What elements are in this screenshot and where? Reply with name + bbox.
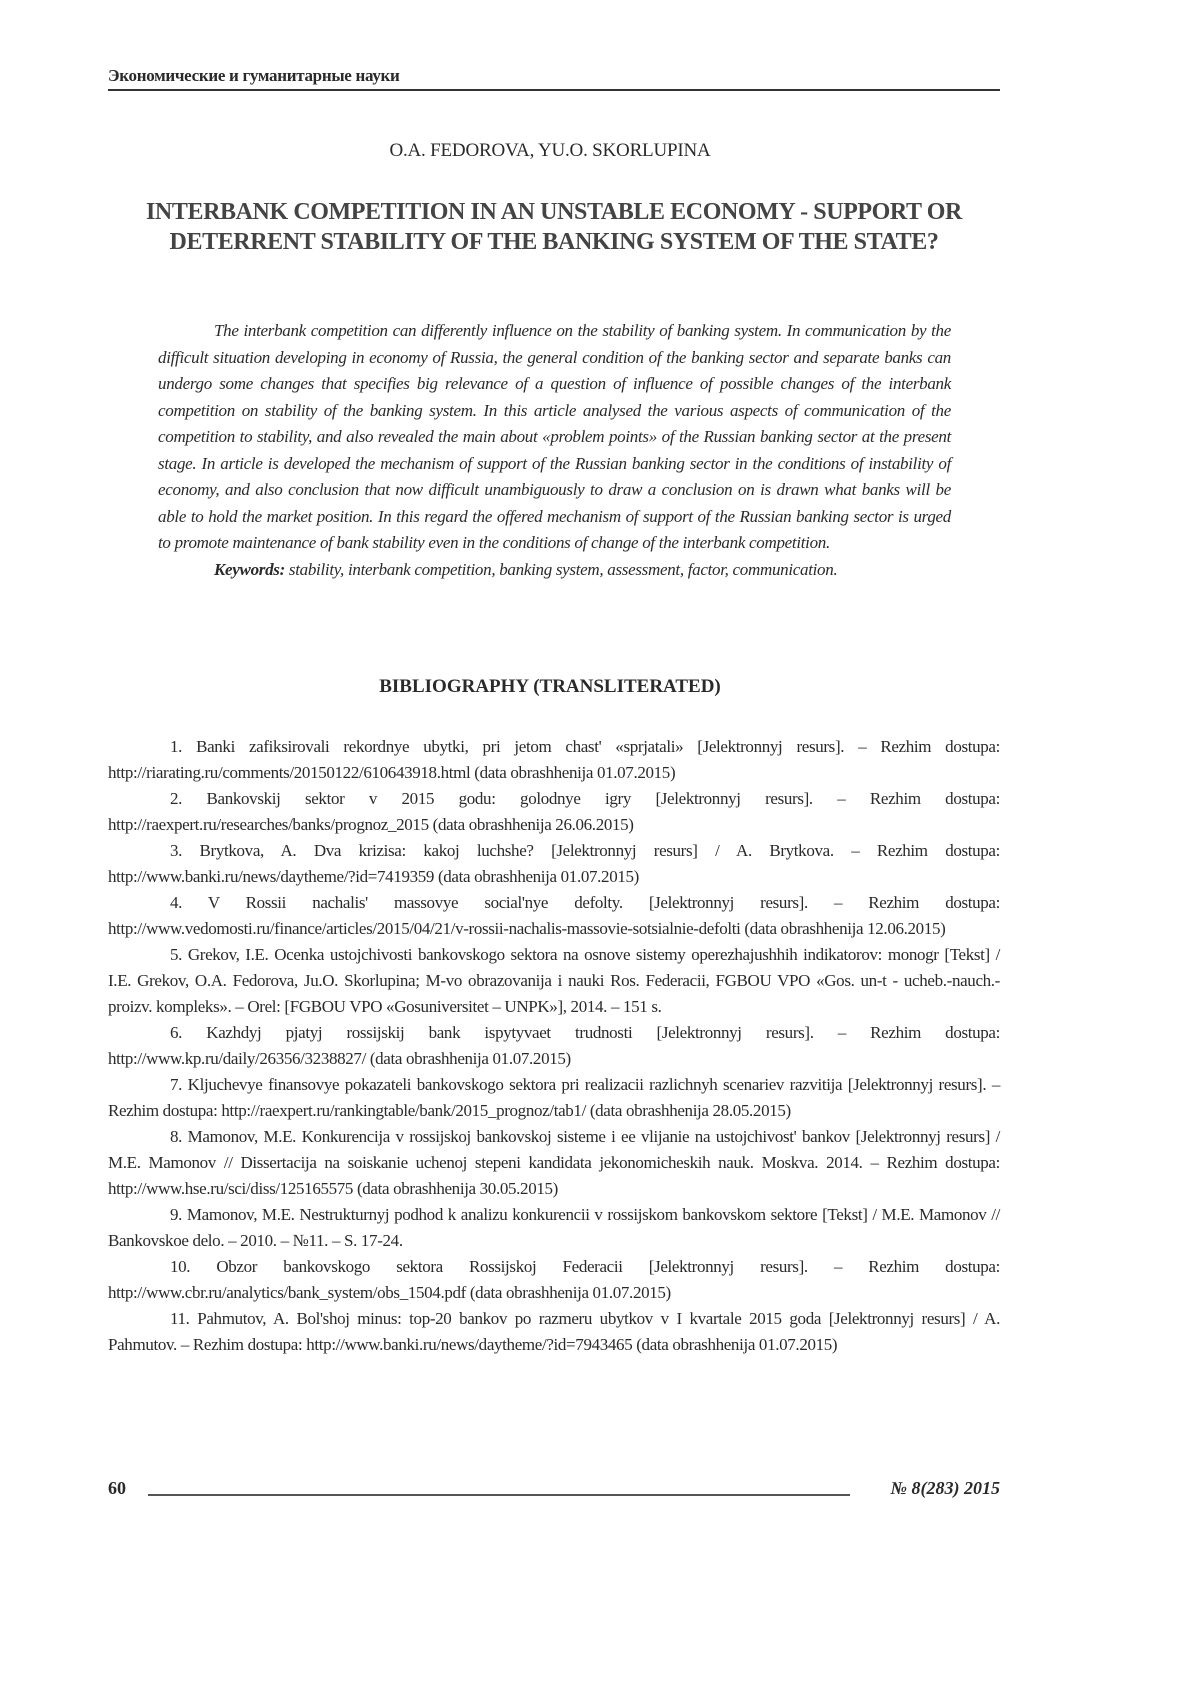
- footer-rule: [148, 1494, 850, 1496]
- reference-item: 9. Mamonov, M.E. Nestrukturnyj podhod k analizu konkurencii v rossijskom bankovskom sektore [Tekst] / M.E. Mamonov // Bankovskoe delo. – 2010. – №11. – S. 17-24.: [108, 1202, 1000, 1254]
- reference-item: 7. Kljuchevye finansovye pokazateli bankovskogo sektora pri realizacii razlichnyh scenariev razvitija [Jelektronnyj resurs]. – Rezhim dostupa: http://raexpert.ru/rankingtable/bank/2015_prognoz/tab1/ (data obrashhenija 28.05.2015): [108, 1072, 1000, 1124]
- keywords: [158, 557, 951, 584]
- reference-item: 4. V Rossii nachalis' massovye social'nye defolty. [Jelektronnyj resurs]. – Rezhim dostupa: http://www.vedomosti.ru/finance/articles/2015/04/21/v-rossii-nachalis-massovie-sotsialnie-defolti (data obrashhenija 12.06.2015): [108, 890, 1000, 942]
- reference-item: 11. Pahmutov, A. Bol'shoj minus: top-20 bankov po razmeru ubytkov v I kvartale 2015 goda [Jelektronnyj resurs] / A. Pahmutov. – Rezhim dostupa: http://www.banki.ru/news/daytheme/?id=7943465 (data obrashhenija 01.07.2015): [108, 1306, 1000, 1358]
- keywords-text: stability, interbank competition, banking system, assessment, factor, communication.: [285, 560, 837, 579]
- abstract: [158, 318, 951, 583]
- reference-item: 5. Grekov, I.E. Ocenka ustojchivosti bankovskogo sektora na osnove sistemy operezhajushhih indikatorov: monogr [Tekst] / I.E. Grekov, O.A. Fedorova, Ju.O. Skorlupina; M-vo obrazovanija i nauki Ros. Federacii, FGBOU VPO «Gos. un-t - ucheb.-nauch.-proizv. kompleks». – Orel: [FGBOU VPO «Gosuniversitet – UNPK»], 2014. – 151 s.: [108, 942, 1000, 1020]
- reference-item: 6. Kazhdyj pjatyj rossijskij bank ispytyvaet trudnosti [Jelektronnyj resurs]. – Rezhim dostupa: http://www.kp.ru/daily/26356/3238827/ (data obrashhenija 01.07.2015): [108, 1020, 1000, 1072]
- reference-item: 10. Obzor bankovskogo sektora Rossijskoj Federacii [Jelektronnyj resurs]. – Rezhim dostupa: http://www.cbr.ru/analytics/bank_system/obs_1504.pdf (data obrashhenija 01.07.2015): [108, 1254, 1000, 1306]
- authors: O.A. FEDOROVA, YU.O. SKORLUPINA: [0, 140, 1100, 162]
- bibliography-heading: BIBLIOGRAPHY (TRANSLITERATED): [0, 676, 1100, 698]
- running-header: Экономические и гуманитарные науки: [108, 66, 1000, 91]
- keywords-label: Keywords:: [214, 560, 285, 579]
- reference-list: [108, 734, 1000, 1358]
- page-footer: [108, 1478, 1000, 1504]
- abstract-text: The interbank competition can differently influence on the stability of banking system. In communication by the difficult situation developing in economy of Russia, the general condition of the banking sector and separate banks can undergo some changes that specifies big relevance of a question of influence of possible changes of the interbank competition on stability of the banking system. In this article analysed the various aspects of communication of the competition to stability, and also revealed the main about «problem points» of the Russian banking sector at the present stage. In article is developed the mechanism of support of the Russian banking sector in the conditions of instability of economy, and also conclusion that now difficult unambiguously to draw a conclusion on is drawn what banks will be able to hold the market position. In this regard the offered mechanism of support of the Russian banking sector is urged to promote maintenance of bank stability even in the conditions of change of the interbank competition.: [158, 318, 951, 557]
- reference-item: 3. Brytkova, A. Dva krizisa: kakoj luchshe? [Jelektronnyj resurs] / A. Brytkova. – Rezhim dostupa: http://www.banki.ru/news/daytheme/?id=7419359 (data obrashhenija 01.07.2015): [108, 838, 1000, 890]
- reference-item: 1. Banki zafiksirovali rekordnye ubytki, pri jetom chast' «sprjatali» [Jelektronnyj resurs]. – Rezhim dostupa: http://riarating.ru/comments/20150122/610643918.html (data obrashhenija 01.07.2015): [108, 734, 1000, 786]
- issue-number: № 8(283) 2015: [891, 1478, 1000, 1499]
- article-title: INTERBANK COMPETITION IN AN UNSTABLE ECONOMY - SUPPORT OR DETERRENT STABILITY OF THE BANKING SYSTEM OF THE STATE?: [108, 197, 1000, 257]
- reference-item: 8. Mamonov, M.E. Konkurencija v rossijskoj bankovskoj sisteme i ee vlijanie na ustojchivost' bankov [Jelektronnyj resurs] / M.E. Mamonov // Dissertacija na soiskanie uchenoj stepeni kandidata jekonomicheskih nauk. Moskva. 2014. – Rezhim dostupa: http://www.hse.ru/sci/diss/125165575 (data obrashhenija 30.05.2015): [108, 1124, 1000, 1202]
- page-number: 60: [108, 1478, 126, 1499]
- reference-item: 2. Bankovskij sektor v 2015 godu: golodnye igry [Jelektronnyj resurs]. – Rezhim dostupa: http://raexpert.ru/researches/banks/prognoz_2015 (data obrashhenija 26.06.2015): [108, 786, 1000, 838]
